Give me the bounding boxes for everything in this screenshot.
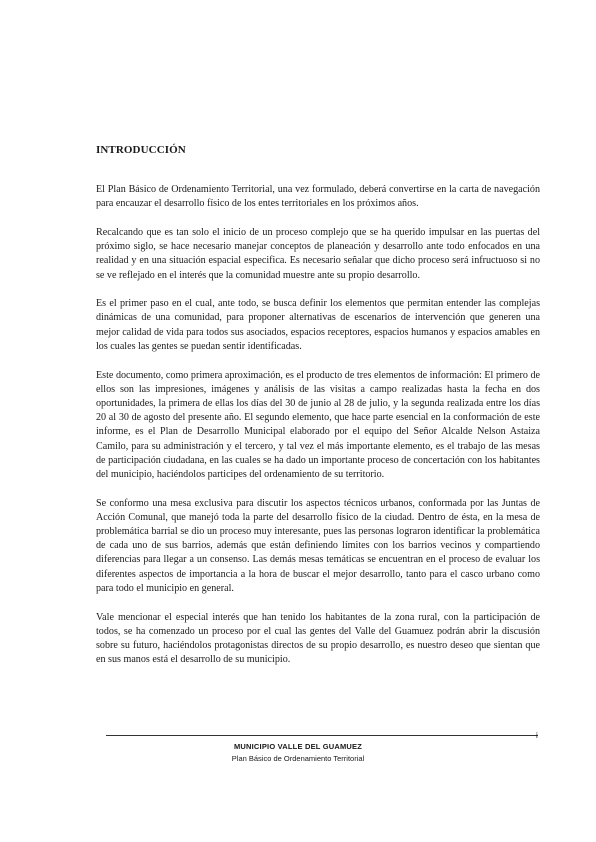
paragraph: Se conformo una mesa exclusiva para discutir los aspectos técnicos urbanos, conformada por las Juntas de Acción Comunal, que manejó toda la parte del desarrollo físico de la ciudad. Dentro de ésta, en la mesa de problemática barrial se dio un proceso muy interesante, pues las personas lograron identificar la problemática de cada uno de sus barrios, además que están definiendo límites con los barrios vecinos y compartiendo diferencias para llegar a un consenso. Las demás mesas temáticas se encuentran en el proceso de evaluar los diferentes aspectos de importancia a la hora de buscar el mejor desarrollo, tanto para el casco urbano como para todo el municipio en general. (96, 497, 540, 594)
section-heading: INTRODUCCIÓN (96, 144, 186, 156)
body-text (96, 183, 540, 682)
footer-plan-title: Plan Básico de Ordenamiento Territorial (231, 754, 365, 763)
footer-divider (106, 735, 538, 736)
paragraph: Vale mencionar el especial interés que han tenido los habitantes de la zona rural, con la participación de todos, se ha comenzado un proceso por el cual las gentes del Valle del Guamuez podrán abrir la discusión sobre su futuro, haciéndolos protagonistas directos de su propio desarrollo, es nuestro deseo que sientan que en sus manos está el desarrollo de su municipio. (96, 611, 540, 666)
paragraph: Recalcando que es tan solo el inicio de un proceso complejo que se ha querido impulsar en las puertas del próximo siglo, se hace necesario manejar conceptos de planeación y desarrollo ante todo enfocados en una realidad y en una situación espacial especifica. Es necesario señalar que dicho proceso será infructuoso si no se ve reflejado en el interés que la comunidad muestre ante su propio desarrollo. (96, 226, 540, 281)
page-number: i (536, 731, 538, 740)
footer-municipality: MUNICIPIO VALLE DEL GUAMUEZ (233, 742, 363, 751)
paragraph: Este documento, como primera aproximación, es el producto de tres elementos de información: El primero de ellos son las impresiones, imágenes y análisis de las visitas a campo realizadas hasta la fecha en dos oportunidades, la primera de ellas los días del 30 de junio al 28 de julio, y la segunda realizada entre los días 20 al 30 de agosto del presente año. El segundo elemento, que hace parte esencial en la conformación de este informe, es el Plan de Desarrollo Municipal elaborado por el equipo del Señor Alcalde Nelson Astaiza Camilo, para su administración y el tercero, y tal vez el más importante elemento, es el trabajo de las mesas de participación ciudadana, en las cuales se ha dado un importante proceso de concertación con los habitantes del municipio, haciéndolos participes del ordenamiento de su territorio. (96, 369, 540, 480)
paragraph: El Plan Básico de Ordenamiento Territorial, una vez formulado, deberá convertirse en la carta de navegación para encauzar el desarrollo físico de los entes territoriales en los próximos años. (96, 184, 540, 210)
paragraph: Es el primer paso en el cual, ante todo, se busca definir los elementos que permitan entender las complejas dinámicas de una comunidad, para proponer alternativas de escenarios de intervención que generen una mejor calidad de vida para todos sus asociados, espacios receptores, espacios humanos y espacios amables en los cuales las gentes se puedan sentir identificadas. (96, 298, 540, 352)
